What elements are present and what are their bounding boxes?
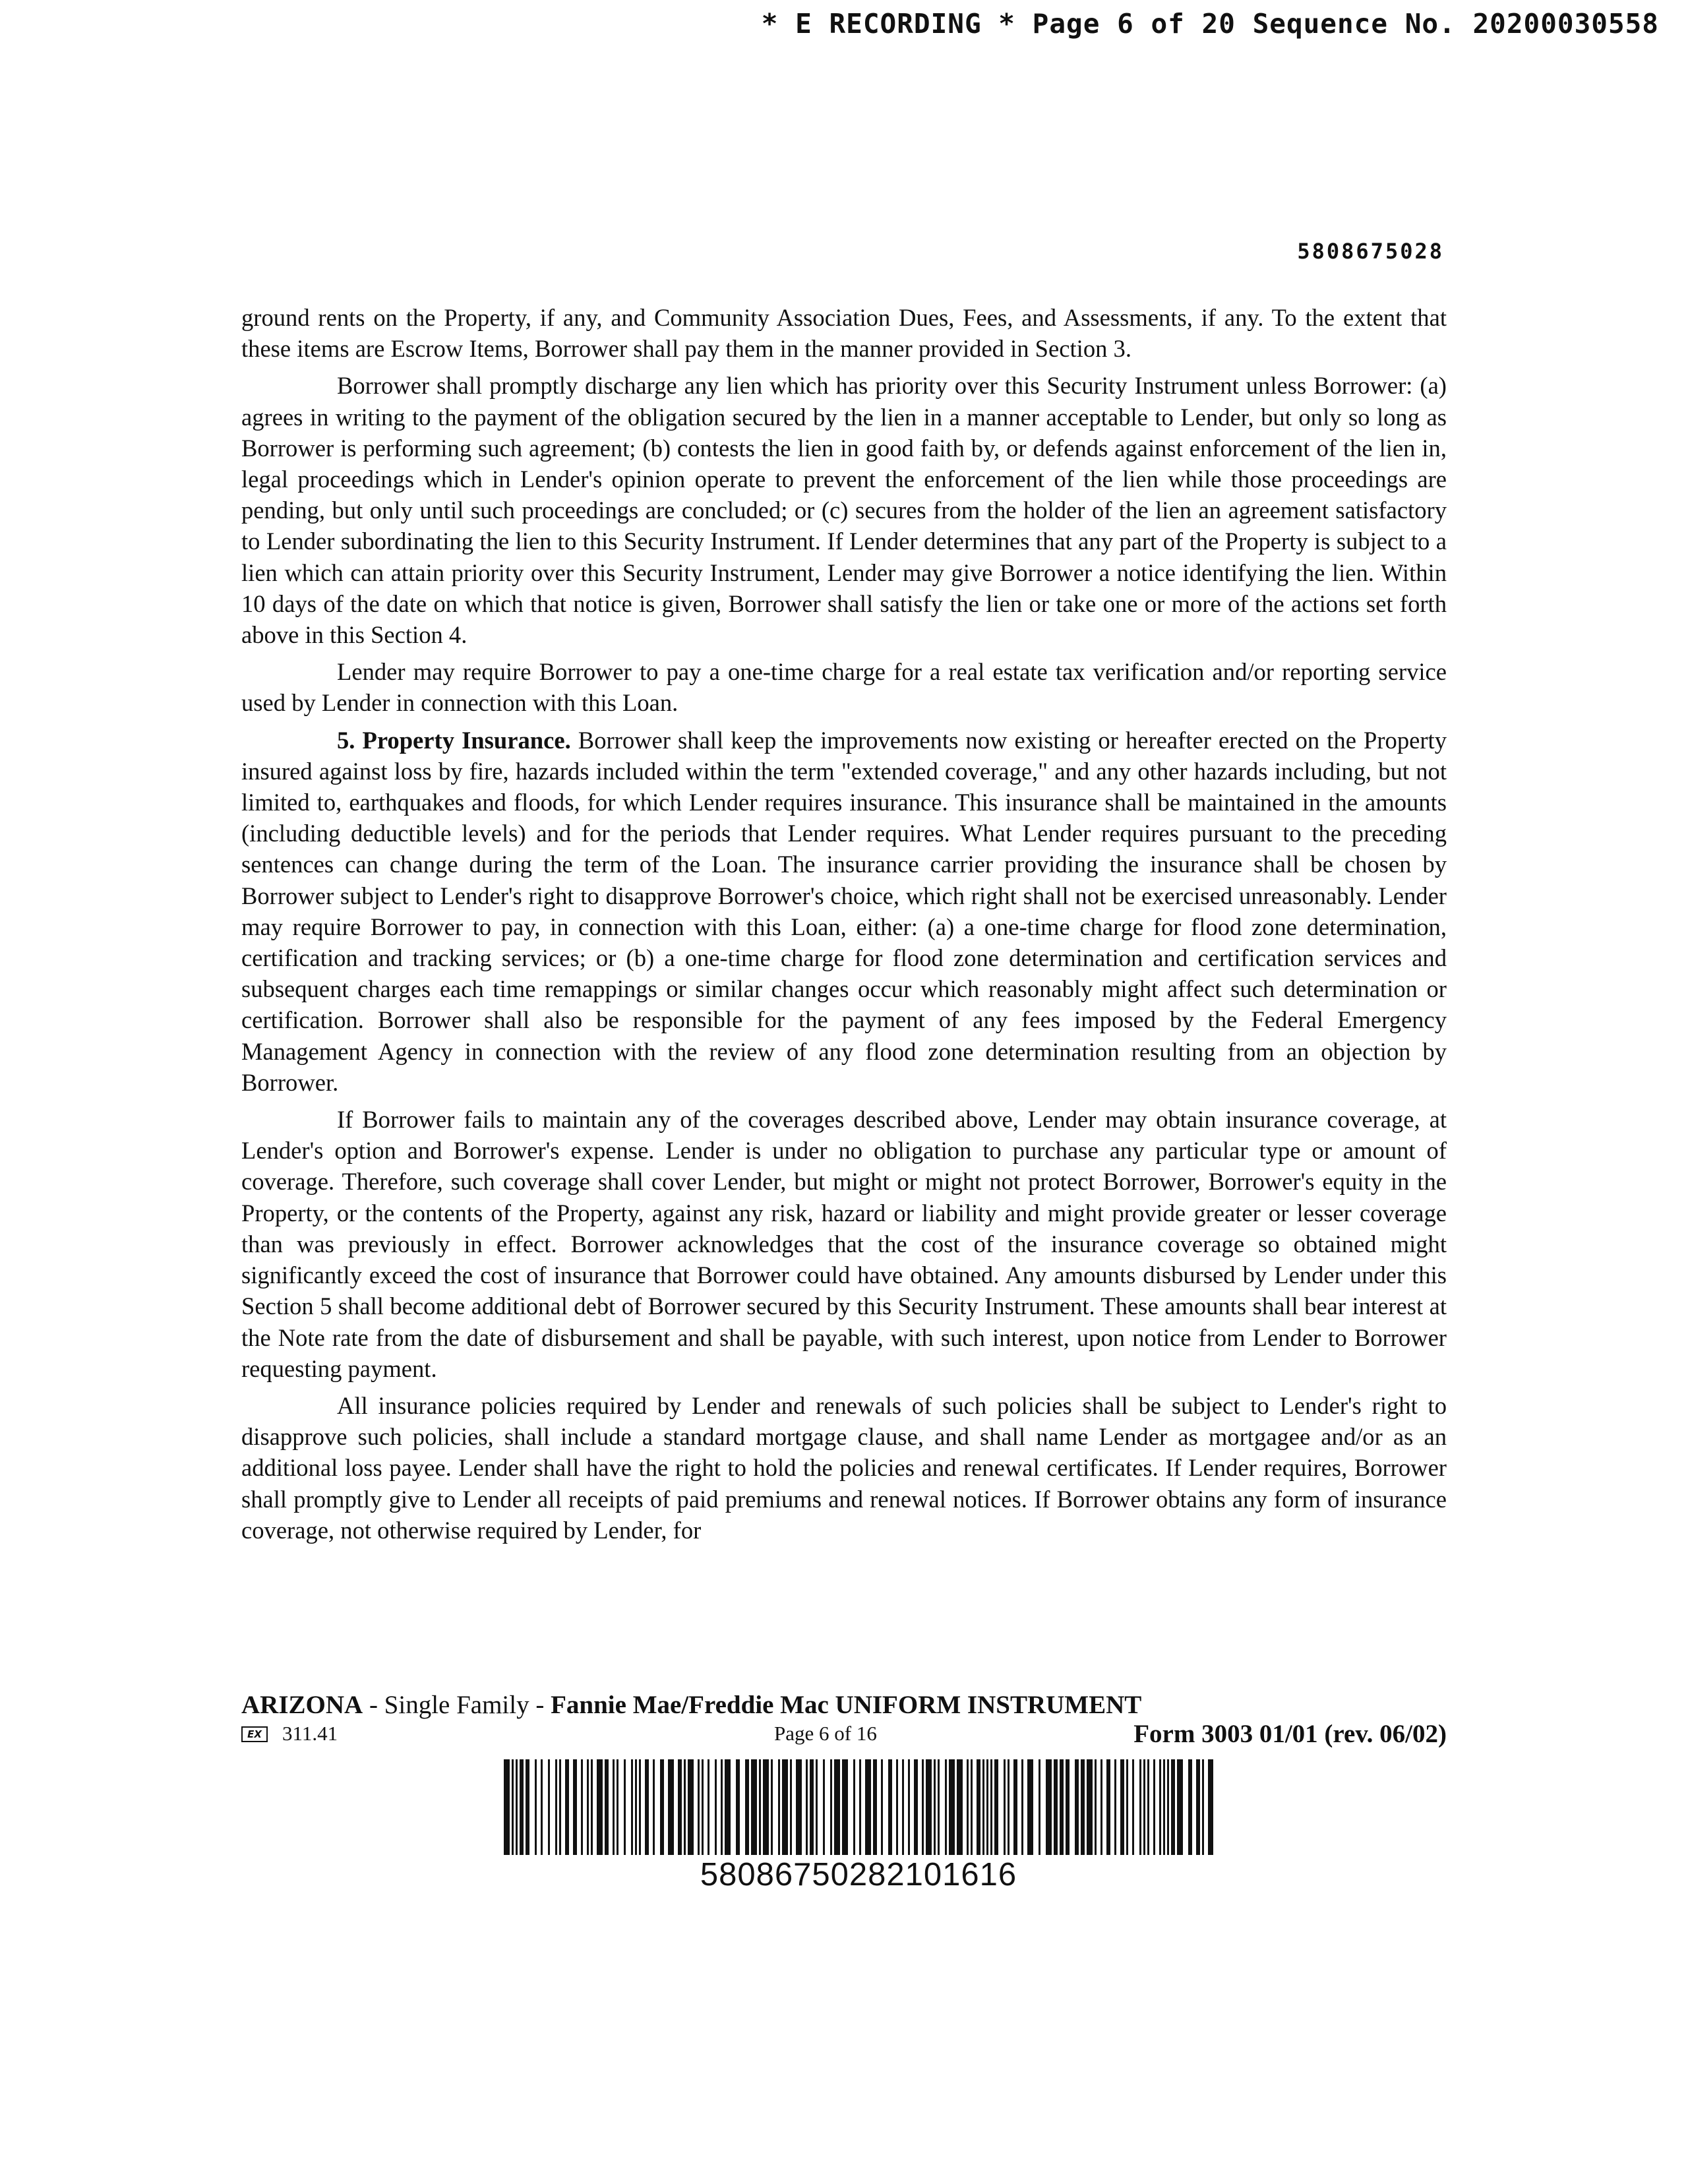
barcode-bar [1081,1759,1085,1855]
barcode-bar [1039,1759,1040,1855]
barcode-bar [1196,1759,1200,1855]
barcode-bar [1126,1759,1128,1855]
barcode-bar [881,1759,883,1855]
barcode-bar [653,1759,655,1855]
barcode-bar [994,1759,998,1855]
barcode-bar [635,1759,637,1855]
barcode-bar [1147,1759,1149,1855]
barcode-bar [1143,1759,1145,1855]
paragraph-property-insurance [241,725,1447,1098]
section-heading: 5. Property Insurance. [337,726,571,754]
barcode-bar [853,1759,855,1855]
barcode-bar [934,1759,936,1855]
barcode-bar [1004,1759,1006,1855]
barcode-bar [902,1759,904,1855]
barcode-bar [1171,1759,1175,1855]
barcode-bar [1095,1759,1097,1855]
document-body [241,302,1447,1552]
ex-logo-icon: EX [241,1726,268,1742]
barcode-bar [555,1759,557,1855]
barcode-bar [678,1759,682,1855]
barcode-bar [1167,1759,1169,1855]
barcode-bar [938,1759,940,1855]
barcode-bar [1021,1759,1023,1855]
footer-separator: - Single Family - [363,1691,551,1719]
barcode-bar [977,1759,980,1855]
barcode-bar [1100,1759,1102,1855]
barcode-bar [896,1759,898,1855]
barcode-bar [751,1759,757,1855]
barcode-bar [1054,1759,1058,1855]
barcode-bar [949,1759,955,1855]
form-number: Form 3003 01/01 (rev. 06/02) [1133,1720,1447,1748]
barcode-bar [859,1759,861,1855]
barcode-bar [1163,1759,1165,1855]
page-counter: Page 6 of 16 [774,1722,877,1745]
barcode-bar [548,1759,550,1855]
barcode-bar [565,1759,569,1855]
barcode-bar [865,1759,871,1855]
barcode-bar [945,1759,947,1855]
paragraph-ground-rents: ground rents on the Property, if any, and Community Association Dues, Fees, and Assessments, if any. To the extent that these items are Escrow Items, Borrower shall pay them in the manner provided in Section 3. [241,304,1447,363]
barcode-bar [986,1759,988,1855]
recording-banner: * E RECORDING * Page 6 of 20 Sequence No. 20200030558 [761,8,1659,40]
barcode-bar [759,1759,761,1855]
barcode-bar [639,1759,641,1855]
barcode-bar [806,1759,808,1855]
barcode-bar [512,1759,514,1855]
barcode-bar [715,1759,717,1855]
barcode-bar [782,1759,788,1855]
barcode-bar [1132,1759,1134,1855]
paragraph-insurance-policies: All insurance policies required by Lender and renewals of such policies shall be subject to Lender's right to disapprove such policies, shall include a standard mortgage clause, and shall name Lender as mortgagee and/or as an additional loss payee. Lender shall have the right to hold the policies and renewal certificates. If Lender requires, Borrower shall promptly give to Lender all receipts of paid premiums and renewal notices. If Borrower obtains any form of insurance coverage, not otherwise required by Lender, for [241,1391,1447,1544]
footer-state: ARIZONA [241,1691,363,1719]
footer-title [241,1690,1141,1720]
barcode-bar [736,1759,740,1855]
barcode-bar [778,1759,780,1855]
barcode-bar [967,1759,969,1855]
barcode-bar [1153,1759,1155,1855]
barcode-bar [617,1759,618,1855]
barcode-bar [830,1759,832,1855]
barcode-bar [559,1759,561,1855]
barcode-bar [745,1759,749,1855]
barcode-bar [688,1759,694,1855]
barcode [504,1759,1213,1855]
barcode-bar [823,1759,825,1855]
barcode-bar [1139,1759,1141,1855]
barcode-bar [834,1759,840,1855]
paragraph-tax-verification: Lender may require Borrower to pay a one-time charge for a real estate tax verification and/or reporting service used by Lender in connection with this Loan. [241,658,1447,717]
barcode-bar [725,1759,731,1855]
barcode-bar [721,1759,723,1855]
paragraph-lien-discharge: Borrower shall promptly discharge any lien which has priority over this Security Instrument unless Borrower: (a) agrees in writing to the payment of the obligation secured by the lien in a manner acceptable to Lender, but only so long as Borrower is performing such agreement; (b) contests the lien in good faith by, or defends against enforcement of the lien in, legal proceedings which in Lender's opinion operate to prevent the enforcement of the lien while those proceedings are pending, but only until such proceedings are concluded; or (c) secures from the holder of the lien an agreement satisfactory to Lender subordinating the lien to this Security Instrument. If Lender determines that any part of the Property is subject to a lien which can attain priority over this Security Instrument, Lender may give Borrower a notice identifying the lien. Within 10 days of the date on which that notice is given, Borrower shall satisfy the lien or take one or more of the actions set forth above in this Section 4. [241,372,1447,649]
barcode-bar [1008,1759,1010,1855]
loan-number: 5808675028 [1297,239,1444,264]
paragraph-property-insurance-text: Borrower shall keep the improvements now existing or hereafter erected on the Property insured against loss by fire, hazards included within the term "extended coverage," and any other hazards including, but not limited to, earthquakes and floods, for which Lender requires insurance. This insurance shall be maintained in the amounts (including deductible levels) and for the periods that Lender requires. What Lender requires pursuant to the preceding sentences can change during the term of the Loan. The insurance carrier providing the insurance shall be chosen by Borrower subject to Lender's right to disapprove Borrower's choice, which right shall not be exercised unreasonably. Lender may require Borrower to pay, in connection with this Loan, either: (a) a one-time charge for flood zone determination, certification and tracking services; or (b) a one-time charge for flood zone determination and certification services and subsequent charges each time remappings or similar changes occur which reasonably might affect such determination or certification. Borrower shall also be responsible for the payment of any fees imposed by the Federal Emergency Management Agency in connection with the review of any flood zone determination resulting from an objection by Borrower. [241,726,1447,1096]
barcode-bar [926,1759,932,1855]
barcode-bar [771,1759,773,1855]
barcode-bar [1087,1759,1093,1855]
barcode-bar [1075,1759,1079,1855]
barcode-bar [810,1759,814,1855]
barcode-bar [796,1759,802,1855]
barcode-bar [698,1759,700,1855]
barcode-bar [763,1759,769,1855]
barcode-bar [908,1759,910,1855]
barcode-bar [605,1759,609,1855]
paragraph-coverage-failure: If Borrower fails to maintain any of the coverages described above, Lender may obtain insurance coverage, at Lender's option and Borrower's expense. Lender is under no obligation to purchase any particular type or amount of coverage. Therefore, such coverage shall cover Lender, but might or might not protect Borrower, Borrower's equity in the Property, or the contents of the Property, against any risk, hazard or liability and might provide greater or lesser coverage than was previously in effect. Borrower acknowledges that the cost of the insurance coverage so obtained might significantly exceed the cost of insurance that Borrower could have obtained. Any amounts disbursed by Lender under this Section 5 shall become additional debt of Borrower secured by this Security Instrument. These amounts shall bear interest at the Note rate from the date of disbursement and shall be payable, with such interest, upon notice from Lender to Borrower requesting payment. [241,1106,1447,1382]
barcode-bar [982,1759,984,1855]
barcode-bar [1120,1759,1124,1855]
barcode-bar [597,1759,603,1855]
barcode-bar [613,1759,615,1855]
barcode-bar [842,1759,848,1855]
barcode-bar [660,1759,664,1855]
footer-instrument: Fannie Mae/Freddie Mac UNIFORM INSTRUMENT [551,1691,1142,1719]
barcode-bar [888,1759,892,1855]
barcode-bar [922,1759,924,1855]
barcode-bar [516,1759,518,1855]
barcode-bar [873,1759,877,1855]
barcode-bar [526,1759,529,1855]
barcode-bar [1046,1759,1052,1855]
barcode-bar [504,1759,510,1855]
barcode-bar [1013,1759,1017,1855]
barcode-number: 58086750282101616 [700,1857,1017,1893]
barcode-bar [1188,1759,1192,1855]
barcode-bar [587,1759,589,1855]
barcode-bar [1060,1759,1064,1855]
barcode-bar [1177,1759,1183,1855]
barcode-bar [541,1759,543,1855]
barcode-bar [535,1759,537,1855]
barcode-bar [668,1759,674,1855]
barcode-bar [591,1759,593,1855]
barcode-bar [957,1759,963,1855]
barcode-bar [708,1759,709,1855]
barcode-bar [573,1759,577,1855]
barcode-bar [816,1759,818,1855]
barcode-bar [1066,1759,1070,1855]
barcode-bar [790,1759,792,1855]
barcode-bar [914,1759,918,1855]
barcode-bar [1027,1759,1033,1855]
barcode-bar [1114,1759,1116,1855]
barcode-bar [581,1759,583,1855]
barcode-bar [1208,1759,1213,1855]
barcode-bar [702,1759,704,1855]
barcode-bar [1159,1759,1161,1855]
barcode-bar [971,1759,973,1855]
form-code: 311.41 [282,1722,338,1745]
barcode-bar [1202,1759,1204,1855]
barcode-bar [990,1759,992,1855]
barcode-bar [684,1759,686,1855]
barcode-bar [1106,1759,1110,1855]
footer-form-line [241,1720,1447,1753]
barcode-bar [631,1759,633,1855]
barcode-bar [520,1759,524,1855]
barcode-bar [624,1759,626,1855]
barcode-bar [645,1759,649,1855]
